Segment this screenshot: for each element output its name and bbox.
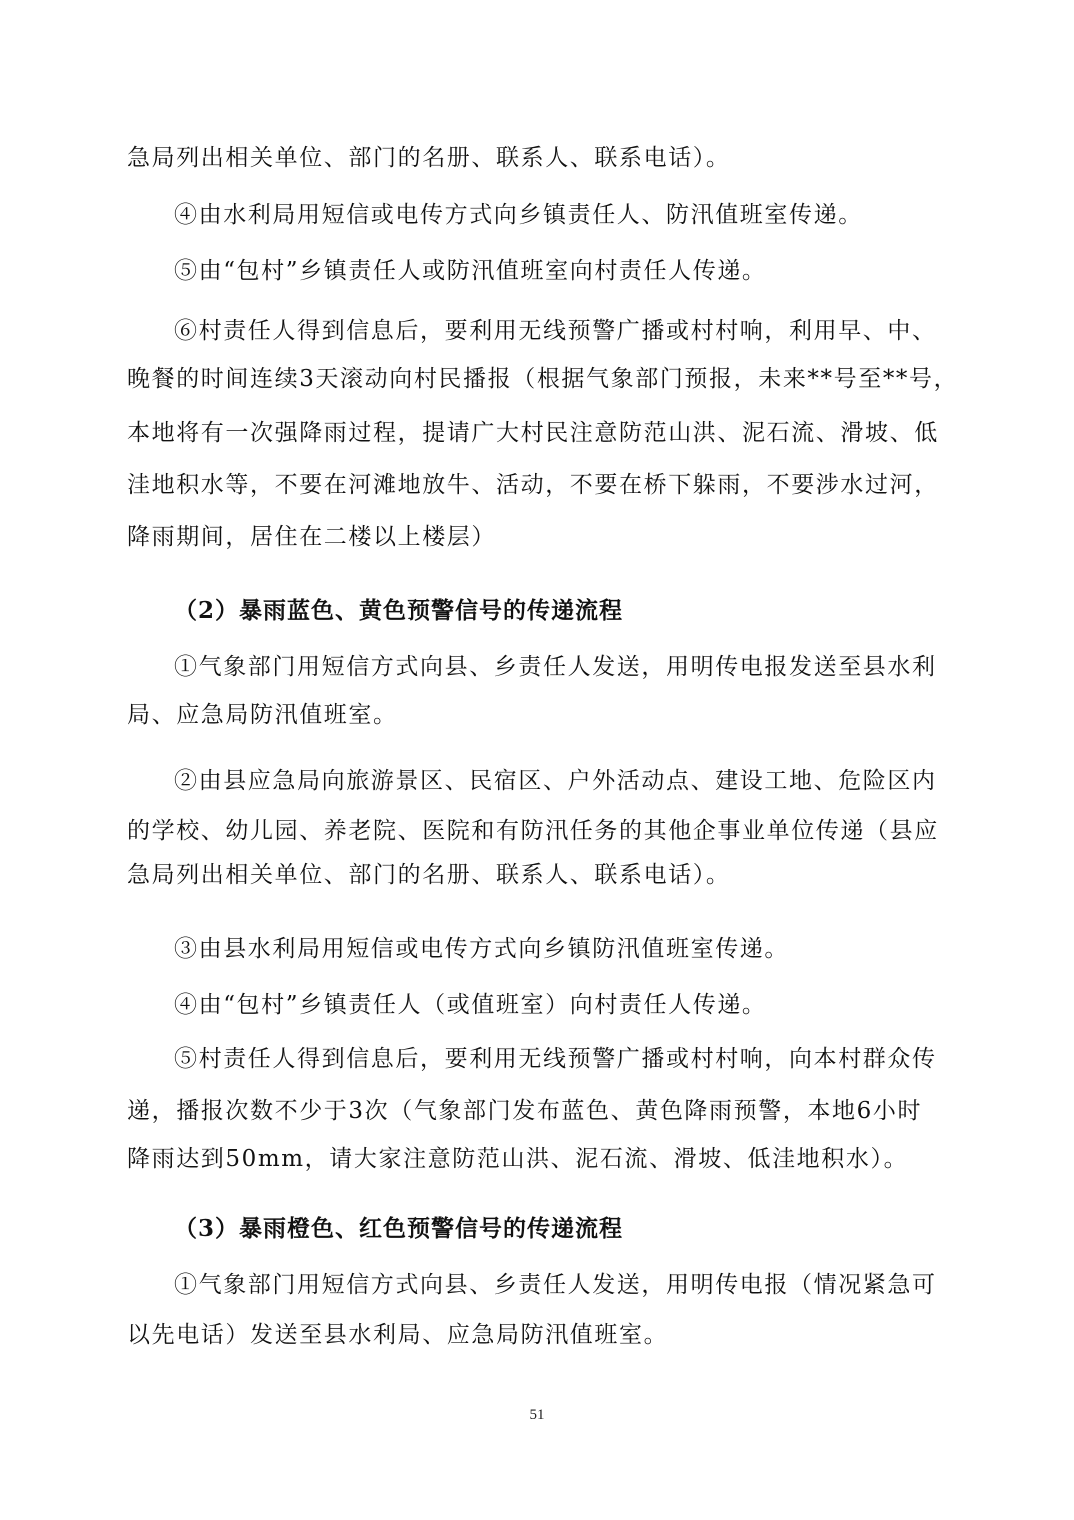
page-number: 51	[529, 1407, 545, 1423]
paragraph-line: 以先电话）发送至县水利局、应急局防汛值班室。	[127, 1322, 669, 1348]
paragraph-line: 洼地积水等，不要在河滩地放牛、活动，不要在桥下躲雨，不要涉水过河，	[127, 472, 939, 498]
paragraph-line: 递，播报次数不少于3次（气象部门发布蓝色、黄色降雨预警，本地6小时	[127, 1098, 923, 1124]
paragraph-line: ⑥村责任人得到信息后，要利用无线预警广播或村村响，利用早、中、	[174, 318, 937, 344]
paragraph-line: ⑤由“包村”乡镇责任人或防汛值班室向村责任人传递。	[174, 258, 767, 284]
paragraph-line: 局、应急局防汛值班室。	[127, 702, 398, 728]
paragraph-line: 的学校、幼儿园、养老院、医院和有防汛任务的其他企事业单位传递（县应	[127, 818, 939, 844]
paragraph-line: 晚餐的时间连续3天滚动向村民播报（根据气象部门预报，未来**号至**号，	[127, 366, 959, 392]
paragraph-line: 本地将有一次强降雨过程，提请广大村民注意防范山洪、泥石流、滑坡、低	[127, 420, 939, 446]
section-heading: （2）暴雨蓝色、黄色预警信号的传递流程	[174, 597, 624, 624]
paragraph-line: 急局列出相关单位、部门的名册、联系人、联系电话）。	[127, 145, 731, 171]
paragraph-line: ④由“包村”乡镇责任人（或值班室）向村责任人传递。	[174, 992, 767, 1018]
paragraph-line: ⑤村责任人得到信息后，要利用无线预警广播或村村响，向本村群众传	[174, 1046, 937, 1072]
paragraph-line: ①气象部门用短信方式向县、乡责任人发送，用明传电报发送至县水利	[174, 654, 937, 680]
paragraph-line: 降雨达到50mm，请大家注意防范山洪、泥石流、滑坡、低洼地积水）。	[127, 1146, 909, 1172]
paragraph-line: ②由县应急局向旅游景区、民宿区、户外活动点、建设工地、危险区内	[174, 768, 937, 794]
paragraph-line: 急局列出相关单位、部门的名册、联系人、联系电话）。	[127, 862, 731, 888]
paragraph-line: ③由县水利局用短信或电传方式向乡镇防汛值班室传递。	[174, 936, 789, 962]
paragraph-line: 降雨期间，居住在二楼以上楼层）	[127, 524, 496, 550]
paragraph-line: ④由水利局用短信或电传方式向乡镇责任人、防汛值班室传递。	[174, 202, 863, 228]
section-heading: （3）暴雨橙色、红色预警信号的传递流程	[174, 1215, 624, 1242]
paragraph-line: ①气象部门用短信方式向县、乡责任人发送，用明传电报（情况紧急可	[174, 1272, 937, 1298]
